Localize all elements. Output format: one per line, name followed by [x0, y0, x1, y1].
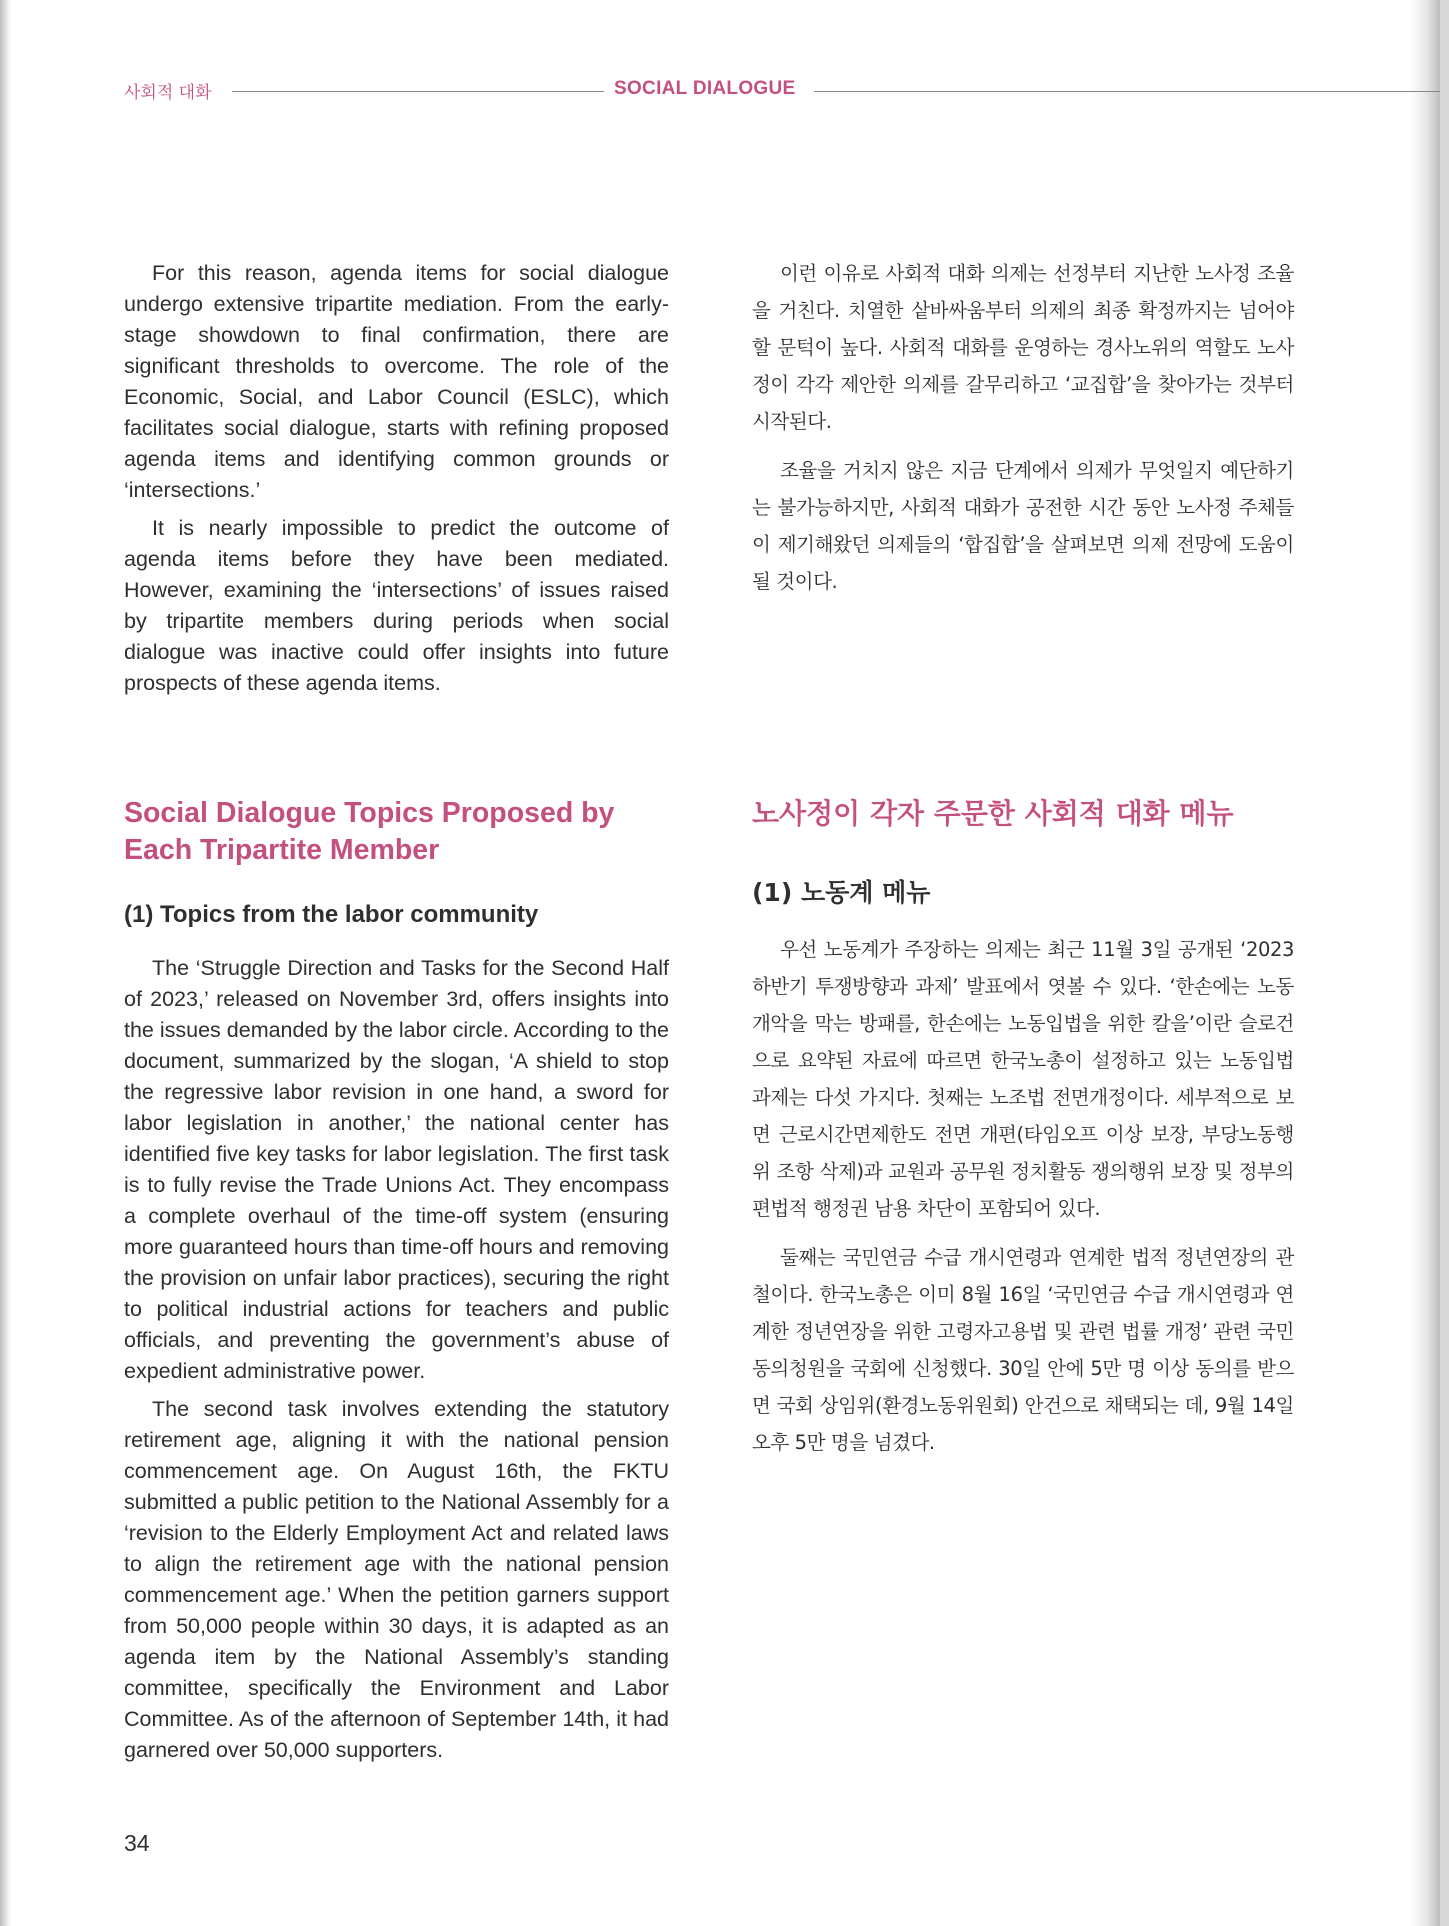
body-paragraph-en: The second task involves extending the statutory retirement age, aligning it with the national pension commencement age. On August 16th, the FKTU submitted a public petition to the National Assembly for a ‘revision to the Elderly Employment Act and related laws to align the retirement age with the national pension commencement age.’ When the petition garners support from 50,000 people within 30 days, it is adapted as an agenda item by the National Assembly’s standing committee, specifically the Environment and Labor Committee. As of the afternoon of September 14th, it had garnered over 50,000 supporters.: [124, 1397, 669, 1762]
page-number: 34: [124, 1830, 150, 1856]
intro-english-column: [124, 258, 669, 706]
binding-shadow: [0, 0, 12, 1926]
page-edge: [1410, 0, 1440, 1926]
body-paragraph-ko: 우선 노동계가 주장하는 의제는 최근 11월 3일 공개된 ‘2023 하반기 투쟁방향과 과제’ 발표에서 엿볼 수 있다. ‘한손에는 노동개악을 막는 방패를, 한손에는 노동입법을 위한 칼을’이란 슬로건으로 요약된 자료에 따르면 한국노총이 설정하고 있는 노동입법 과제는 다섯 가지다. 첫째는 노조법 전면개정이다. 세부적으로 보면 근로시간면제한도 전면 개편(타임오프 이상 보장, 부당노동행위 조항 삭제)과 교원과 공무원 정치활동 쟁의행위 보장 및 정부의 편법적 행정권 남용 차단이 포함되어 있다.: [752, 938, 1294, 1220]
header-section-en: SOCIAL DIALOGUE: [614, 78, 796, 99]
intro-korean-column: [752, 255, 1294, 612]
header-rule-left: [232, 91, 604, 92]
header-section-ko: 사회적 대화: [124, 83, 212, 103]
section-title-en: Social Dialogue Topics Proposed by Each Tripartite Member: [124, 797, 615, 866]
running-header: [124, 78, 1440, 106]
body-paragraph-en: The ‘Struggle Direction and Tasks for the Second Half of 2023,’ released on November 3rd, offers insights into the issues demanded by the labor circle. According to the document, summarized by the slogan, ‘A shield to stop the regressive labor revision in one hand, a sword for labor legislation in another,’ the national center has identified five key tasks for labor legislation. The first task is to fully revise the Trade Unions Act. They encompass a complete overhaul of the time-off system (ensuring more guaranteed hours than time-off hours and removing the provision on unfair labor practices), securing the right to political industrial actions for teachers and public officials, and preventing the government’s abuse of expedient administrative power.: [124, 956, 669, 1383]
intro-paragraph-en: It is nearly impossible to predict the outcome of agenda items before they have been mediated. However, examining the ‘intersections’ of issues raised by tripartite members during periods when social dialogue was inactive could offer insights into future prospects of these agenda items.: [124, 516, 669, 695]
header-rule-right: [814, 91, 1440, 92]
intro-paragraph-ko: 조율을 거치지 않은 지금 단계에서 의제가 무엇일지 예단하기는 불가능하지만, 사회적 대화가 공전한 시간 동안 노사정 주체들이 제기해왔던 의제들의 ‘합집합’을 살펴보면 의제 전망에 도움이 될 것이다.: [752, 459, 1294, 593]
section-title-ko: 노사정이 각자 주문한 사회적 대화 메뉴: [752, 797, 1234, 830]
section-english-column: [124, 795, 669, 1773]
intro-paragraph-en: For this reason, agenda items for social dialogue undergo extensive tripartite mediation. From the early-stage showdown to final confirmation, there are significant thresholds to overcome. The role of the Economic, Social, and Labor Council (ESLC), which facilitates social dialogue, starts with refining proposed agenda items and identifying common grounds or ‘intersections.’: [124, 261, 669, 502]
section-korean-column: [752, 795, 1294, 1473]
intro-paragraph-ko: 이런 이유로 사회적 대화 의제는 선정부터 지난한 노사정 조율을 거친다. 치열한 샅바싸움부터 의제의 최종 확정까지는 넘어야 할 문턱이 높다. 사회적 대화를 운영하는 경사노위의 역할도 노사정이 각각 제안한 의제를 갈무리하고 ‘교집합’을 찾아가는 것부터 시작된다.: [752, 262, 1294, 433]
subsection-title-ko: (1) 노동계 메뉴: [752, 878, 931, 907]
subsection-title-en: (1) Topics from the labor community: [124, 901, 539, 928]
body-paragraph-ko: 둘째는 국민연금 수급 개시연령과 연계한 법적 정년연장의 관철이다. 한국노총은 이미 8월 16일 ‘국민연금 수급 개시연령과 연계한 정년연장을 위한 고령자고용법 및 관련 법률 개정’ 관련 국민동의청원을 국회에 신청했다. 30일 안에 5만 명 이상 동의를 받으면 국회 상임위(환경노동위원회) 안건으로 채택되는 데, 9월 14일 오후 5만 명을 넘겼다.: [752, 1246, 1294, 1454]
